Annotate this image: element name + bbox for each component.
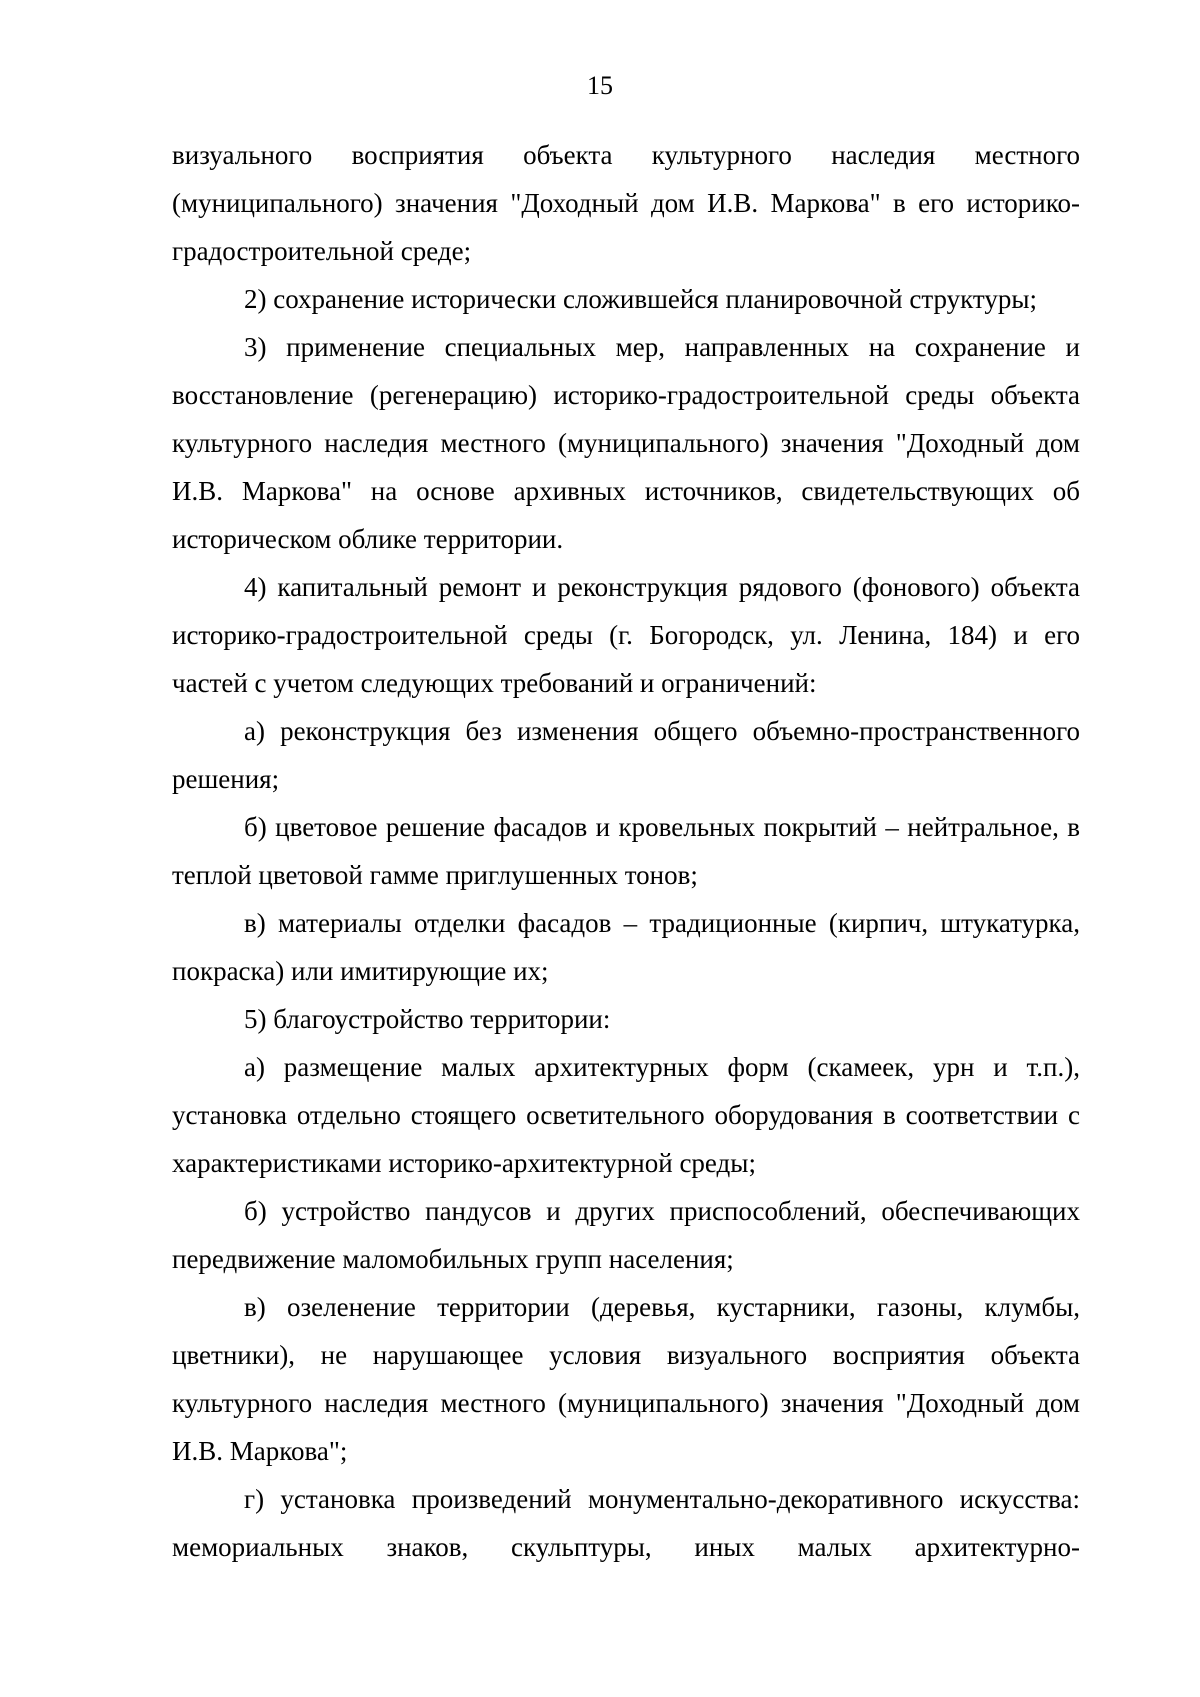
- paragraph-item-5: 5) благоустройство территории:: [244, 1004, 611, 1034]
- document-body: [172, 131, 1080, 1571]
- paragraph-item-3: 3) применение специальных мер, направленных на сохранение и восстановление (регенерацию) историко-градостроительной среды объекта культурного наследия местного (муниципального) значения "Доходный дом И.В. Маркова" на основе архивных источников, свидетельствующих об историческом облике территории.: [172, 332, 1080, 554]
- paragraph-item-5b: б) устройство пандусов и других приспособлений, обеспечивающих передвижение маломобильных групп населения;: [172, 1196, 1080, 1274]
- paragraph-continuation: визуального восприятия объекта культурного наследия местного (муниципального) значения "Доходный дом И.В. Маркова" в его историко-градостроительной среде;: [172, 140, 1080, 266]
- paragraph-item-5g: г) установка произведений монументально-декоративного искусства: мемориальных знаков, скульптуры, иных малых архитектурно-: [172, 1484, 1080, 1562]
- paragraph-item-4: 4) капитальный ремонт и реконструкция рядового (фонового) объекта историко-градостроительной среды (г. Богородск, ул. Ленина, 184) и его частей с учетом следующих требований и ограничений:: [172, 572, 1080, 698]
- page-number: 15: [587, 71, 613, 100]
- paragraph-item-5v: в) озеленение территории (деревья, кустарники, газоны, клумбы, цветники), не нарушающее условия визуального восприятия объекта культурного наследия местного (муниципального) значения "Доходный дом И.В. Маркова";: [172, 1292, 1080, 1466]
- paragraph-item-2: 2) сохранение исторически сложившейся планировочной структуры;: [244, 284, 1037, 314]
- paragraph-item-4b: б) цветовое решение фасадов и кровельных покрытий – нейтральное, в теплой цветовой гамме приглушенных тонов;: [172, 812, 1080, 890]
- paragraph-item-4v: в) материалы отделки фасадов – традиционные (кирпич, штукатурка, покраска) или имитирующие их;: [172, 908, 1080, 986]
- paragraph-item-5a: а) размещение малых архитектурных форм (скамеек, урн и т.п.), установка отдельно стоящего осветительного оборудования в соответствии с характеристиками историко-архитектурной среды;: [172, 1052, 1080, 1178]
- paragraph-item-4a: а) реконструкция без изменения общего объемно-пространственного решения;: [172, 716, 1080, 794]
